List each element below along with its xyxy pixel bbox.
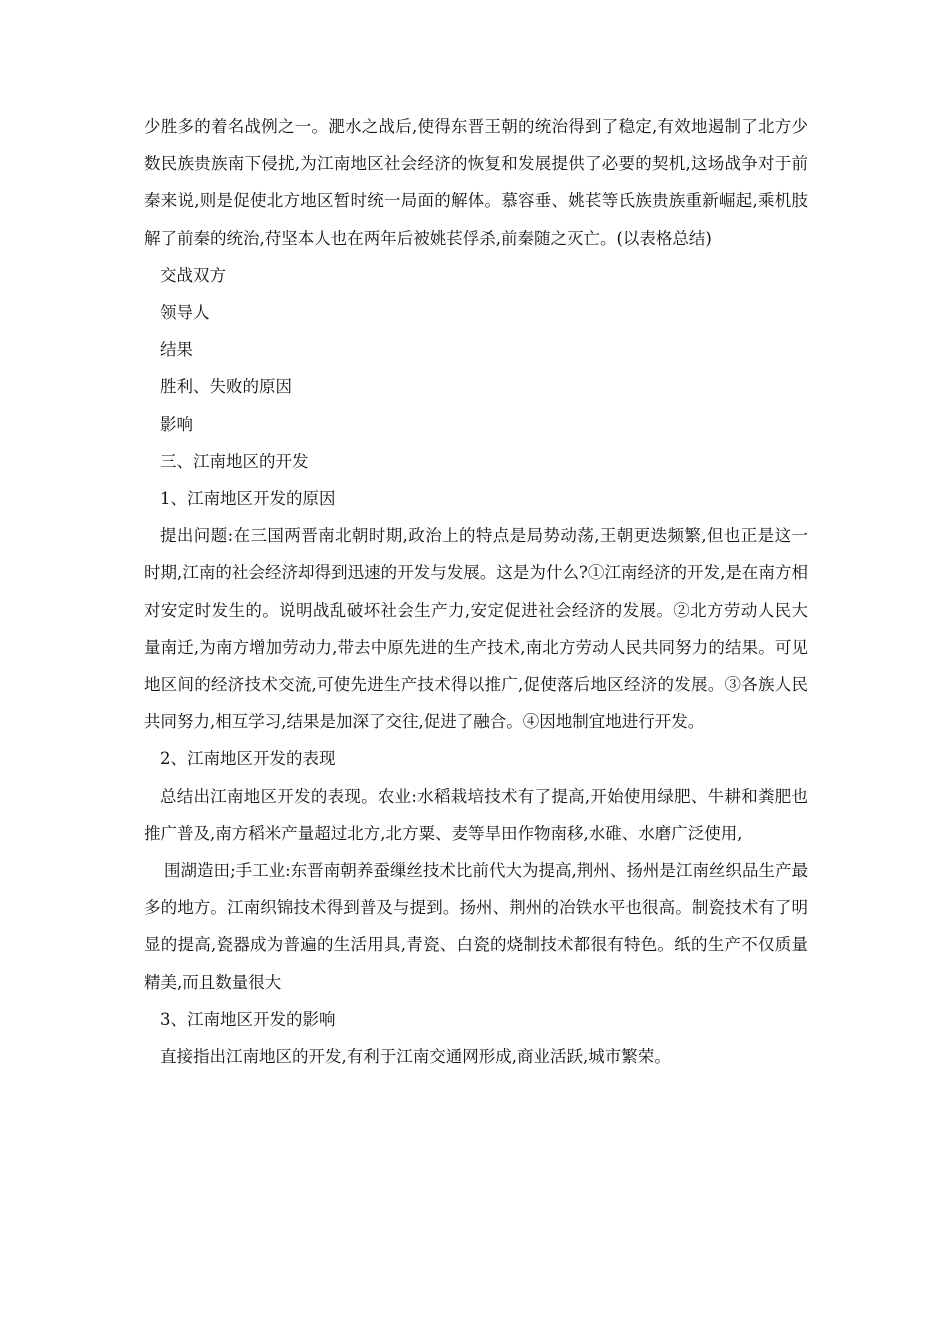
subheading-development-impact: 3、江南地区开发的影响 <box>160 1009 336 1029</box>
subheading-development-manifestations: 2、江南地区开发的表现 <box>160 749 336 769</box>
table-item-result: 结果 <box>160 340 193 360</box>
paragraph-handicraft: 围湖造田;手工业:东晋南朝养蚕缫丝技术比前代大为提高,荆州、扬州是江南丝织品生产最多的地方。江南织锦技术得到普及与提到。扬州、荆州的冶铁水平也很高。制瓷技术有了明显的提高,瓷器成为普遍的生活用具,青瓷、白瓷的烧制技术都很有特色。纸的生产不仅质量精美,而且数量很大 <box>144 861 808 992</box>
table-item-combatants: 交战双方 <box>160 265 226 285</box>
paragraph-fei-river-battle: 少胜多的着名战例之一。淝水之战后,使得东晋王朝的统治得到了稳定,有效地遏制了北方少数民族贵族南下侵扰,为江南地区社会经济的恢复和发展提供了必要的契机,这场战争对于前秦来说,则是促使北方地区暂时统一局面的解体。慕容垂、姚苌等氏族贵族重新崛起,乘机肢解了前秦的统治,苻坚本人也在两年后被姚苌俘杀,前秦随之灭亡。(以表格总结) <box>144 117 808 248</box>
table-item-leaders: 领导人 <box>160 303 210 323</box>
subheading-development-reasons: 1、江南地区开发的原因 <box>160 489 336 509</box>
section-heading-jiangnan-development: 三、江南地区的开发 <box>160 451 309 471</box>
table-item-impact: 影响 <box>160 414 193 434</box>
paragraph-development-reasons: 提出问题:在三国两晋南北朝时期,政治上的特点是局势动荡,王朝更迭频繁,但也正是这一时期,江南的社会经济却得到迅速的开发与发展。这是为什么?①江南经济的开发,是在南方相对安定时发生的。说明战乱破坏社会生产力,安定促进社会经济的发展。②北方劳动人民大量南迁,为南方增加劳动力,带去中原先进的生产技术,南北方劳动人民共同努力的结果。可见地区间的经济技术交流,可使先进生产技术得以推广,促使落后地区经济的发展。③各族人民共同努力,相互学习,结果是加深了交往,促进了融合。④因地制宜地进行开发。 <box>144 526 808 732</box>
document-body <box>144 108 808 1075</box>
paragraph-development-impact: 直接指出江南地区的开发,有利于江南交通网形成,商业活跃,城市繁荣。 <box>160 1047 671 1067</box>
table-item-reasons: 胜利、失败的原因 <box>160 377 292 397</box>
paragraph-agriculture: 总结出江南地区开发的表现。农业:水稻栽培技术有了提高,开始使用绿肥、牛耕和粪肥也推广普及,南方稻米产量超过北方,北方粟、麦等旱田作物南移,水碓、水磨广泛使用, <box>144 786 808 843</box>
